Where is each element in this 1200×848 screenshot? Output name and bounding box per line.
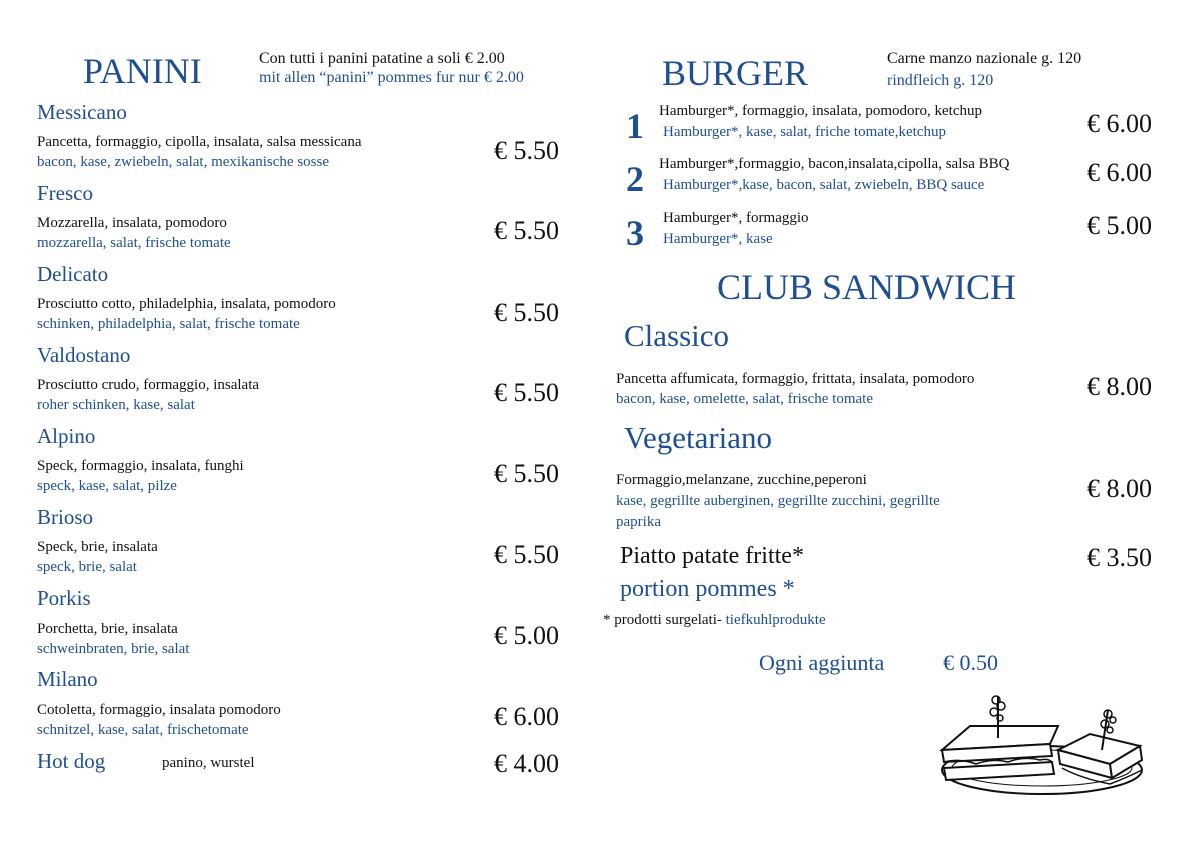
panini-note-it: Con tutti i panini patatine a soli € 2.00: [259, 50, 505, 67]
panini-item-name: Delicato: [37, 262, 109, 286]
fries-de: portion pommes *: [620, 576, 795, 602]
panini-note-de: mit allen “panini” pommes fur nur € 2.00: [259, 69, 524, 86]
burger-number: 2: [626, 159, 644, 199]
club-classico-it: Pancetta affumicata, formaggio, frittata, insalata, pomodoro: [616, 371, 975, 387]
panini-item-de: mozzarella, salat, frische tomate: [37, 235, 231, 251]
club-classico-price: € 8.00: [1087, 372, 1152, 401]
panini-item-name: Fresco: [37, 181, 93, 205]
burger-number: 1: [626, 106, 644, 146]
panini-item-it: Prosciutto cotto, philadelphia, insalata, pomodoro: [37, 296, 336, 312]
burger-number: 3: [626, 213, 644, 253]
club-sandwich-illustration: [930, 688, 1160, 808]
panini-item-price: € 5.50: [494, 298, 559, 327]
panini-item-price: € 5.50: [494, 136, 559, 165]
panini-item-price: € 5.50: [494, 378, 559, 407]
burger-item-it: Hamburger*,formaggio, bacon,insalata,cipolla, salsa BBQ: [659, 156, 1010, 172]
burger-item-it: Hamburger*, formaggio, insalata, pomodoro, ketchup: [659, 103, 982, 119]
panini-item-de: schnitzel, kase, salat, frischetomate: [37, 722, 249, 738]
panini-item-name: Porkis: [37, 586, 91, 610]
panini-item-name: Milano: [37, 667, 98, 691]
panini-item-it: Mozzarella, insalata, pomodoro: [37, 215, 227, 231]
panini-item-de: bacon, kase, zwiebeln, salat, mexikanische sosse: [37, 154, 329, 170]
burger-item-price: € 5.00: [1087, 211, 1152, 240]
hotdog-name: Hot dog: [37, 749, 106, 773]
panini-item-price: € 6.00: [494, 702, 559, 731]
hotdog-it: panino, wurstel: [162, 755, 255, 771]
extra-price: € 0.50: [943, 650, 998, 675]
hotdog-price: € 4.00: [494, 749, 559, 778]
extra-label: Ogni aggiunta: [759, 650, 885, 675]
footnote-it: * prodotti surgelati-: [603, 612, 722, 628]
panini-item-de: speck, kase, salat, pilze: [37, 478, 177, 494]
club-vegetariano-it: Formaggio,melanzane, zucchine,peperoni: [616, 472, 867, 488]
footnote: [603, 612, 826, 629]
panini-item-de: speck, brie, salat: [37, 559, 137, 575]
panini-item-it: Porchetta, brie, insalata: [37, 621, 178, 637]
club-vegetariano-price: € 8.00: [1087, 474, 1152, 503]
panini-item-name: Alpino: [37, 424, 96, 448]
panini-item-name: Valdostano: [37, 343, 131, 367]
panini-item-price: € 5.00: [494, 621, 559, 650]
panini-item-price: € 5.50: [494, 459, 559, 488]
club-vegetariano-de2: paprika: [616, 514, 661, 530]
panini-title: PANINI: [83, 51, 202, 91]
burger-item-de: Hamburger*, kase: [663, 231, 773, 247]
club-classico-de: bacon, kase, omelette, salat, frische tomate: [616, 391, 873, 407]
panini-item-de: roher schinken, kase, salat: [37, 397, 195, 413]
burger-item-it: Hamburger*, formaggio: [663, 210, 809, 226]
panini-item-price: € 5.50: [494, 540, 559, 569]
fries-price: € 3.50: [1087, 543, 1152, 572]
burger-item-price: € 6.00: [1087, 109, 1152, 138]
panini-item-de: schinken, philadelphia, salat, frische tomate: [37, 316, 300, 332]
burger-note-it: Carne manzo nazionale g. 120: [887, 50, 1082, 67]
fries-it: Piatto patate fritte*: [620, 543, 804, 569]
footnote-de: tiefkuhlprodukte: [721, 612, 826, 628]
burger-title: BURGER: [662, 53, 809, 93]
burger-item-price: € 6.00: [1087, 158, 1152, 187]
panini-item-name: Brioso: [37, 505, 94, 529]
burger-item-de: Hamburger*, kase, salat, friche tomate,ketchup: [663, 124, 946, 140]
panini-item-it: Speck, brie, insalata: [37, 539, 158, 555]
panini-item-it: Cotoletta, formaggio, insalata pomodoro: [37, 702, 281, 718]
panini-item-de: schweinbraten, brie, salat: [37, 641, 190, 657]
panini-item-name: Messicano: [37, 100, 127, 124]
panini-item-price: € 5.50: [494, 216, 559, 245]
club-vegetariano-name: Vegetariano: [624, 420, 773, 455]
panini-item-it: Prosciutto crudo, formaggio, insalata: [37, 377, 260, 393]
panini-item-it: Speck, formaggio, insalata, funghi: [37, 458, 244, 474]
club-classico-name: Classico: [624, 318, 730, 353]
burger-item-de: Hamburger*,kase, bacon, salat, zwiebeln, BBQ sauce: [663, 177, 985, 193]
panini-item-it: Pancetta, formaggio, cipolla, insalata, salsa messicana: [37, 134, 362, 150]
club-sandwich-title: CLUB SANDWICH: [717, 267, 1017, 307]
club-vegetariano-de1: kase, gegrillte auberginen, gegrillte zucchini, gegrillte: [616, 493, 940, 509]
burger-note-de: rindfleich g. 120: [887, 72, 994, 89]
